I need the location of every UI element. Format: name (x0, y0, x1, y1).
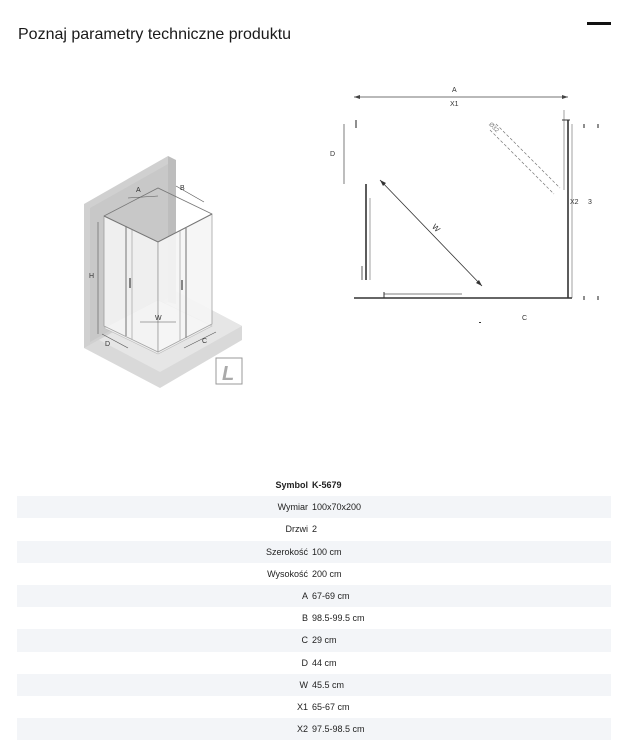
spec-row (17, 696, 611, 718)
plan-label-c: C (522, 315, 528, 322)
svg-text:L: L (222, 363, 235, 385)
spec-value: 200 cm (312, 568, 342, 579)
plan-label-x1: X1 (450, 101, 459, 108)
spec-key: Szerokość (265, 546, 308, 557)
spec-value: 67-69 cm (312, 591, 350, 602)
spec-row (17, 718, 611, 740)
spec-key: Drzwi (285, 524, 308, 535)
shower-iso-diagram (80, 152, 252, 392)
spec-row (17, 474, 611, 496)
spec-value: 45.5 cm (312, 679, 345, 690)
spec-value: 97.5-98.5 cm (312, 724, 365, 735)
shower-plan-diagram (330, 80, 608, 330)
spec-value: 100x70x200 (312, 502, 362, 513)
iso-label-d: D (105, 341, 111, 348)
spec-row (17, 563, 611, 585)
spec-value: 44 cm (312, 657, 337, 668)
iso-label-a: A (136, 187, 141, 194)
spec-value: 2 (312, 524, 318, 535)
spec-row (17, 607, 611, 629)
spec-value: 65-67 cm (312, 701, 350, 712)
plan-label-x2: X2 (570, 199, 579, 206)
spec-value: 29 cm (312, 635, 337, 646)
spec-row (17, 496, 611, 518)
spec-key: Wysokość (267, 568, 308, 579)
plan-label-w: W (430, 222, 442, 235)
spec-row (17, 652, 611, 674)
spec-row (17, 674, 611, 696)
spec-key: D (301, 657, 308, 668)
plan-label-d: D (330, 151, 336, 158)
spec-key: X2 (296, 724, 308, 735)
spec-table (17, 474, 611, 740)
iso-label-h: H (89, 273, 95, 280)
iso-label-b: B (180, 185, 185, 192)
page-title: Poznaj parametry techniczne produktu (18, 26, 292, 43)
spec-row (17, 585, 611, 607)
spec-key: Wymiar (277, 502, 308, 513)
dash-icon[interactable] (587, 22, 611, 25)
plan-label-three: 3 (588, 199, 592, 206)
iso-label-c: C (202, 338, 208, 345)
plan-label-diag: Ø32 (487, 121, 500, 135)
spec-key: B (301, 613, 308, 624)
spec-row (17, 629, 611, 651)
spec-key: X1 (296, 701, 308, 712)
spec-row (17, 541, 611, 563)
spec-value: K-5679 (312, 480, 342, 491)
spec-value: 100 cm (312, 546, 342, 557)
plan-label-a: A (452, 87, 457, 94)
iso-label-w: W (155, 315, 162, 322)
spec-value: 98.5-99.5 cm (312, 613, 365, 624)
spec-key: C (301, 635, 308, 646)
spec-key: A (301, 591, 308, 602)
spec-row (17, 518, 611, 540)
spec-key: Symbol (275, 480, 308, 491)
spec-key: W (299, 679, 308, 690)
